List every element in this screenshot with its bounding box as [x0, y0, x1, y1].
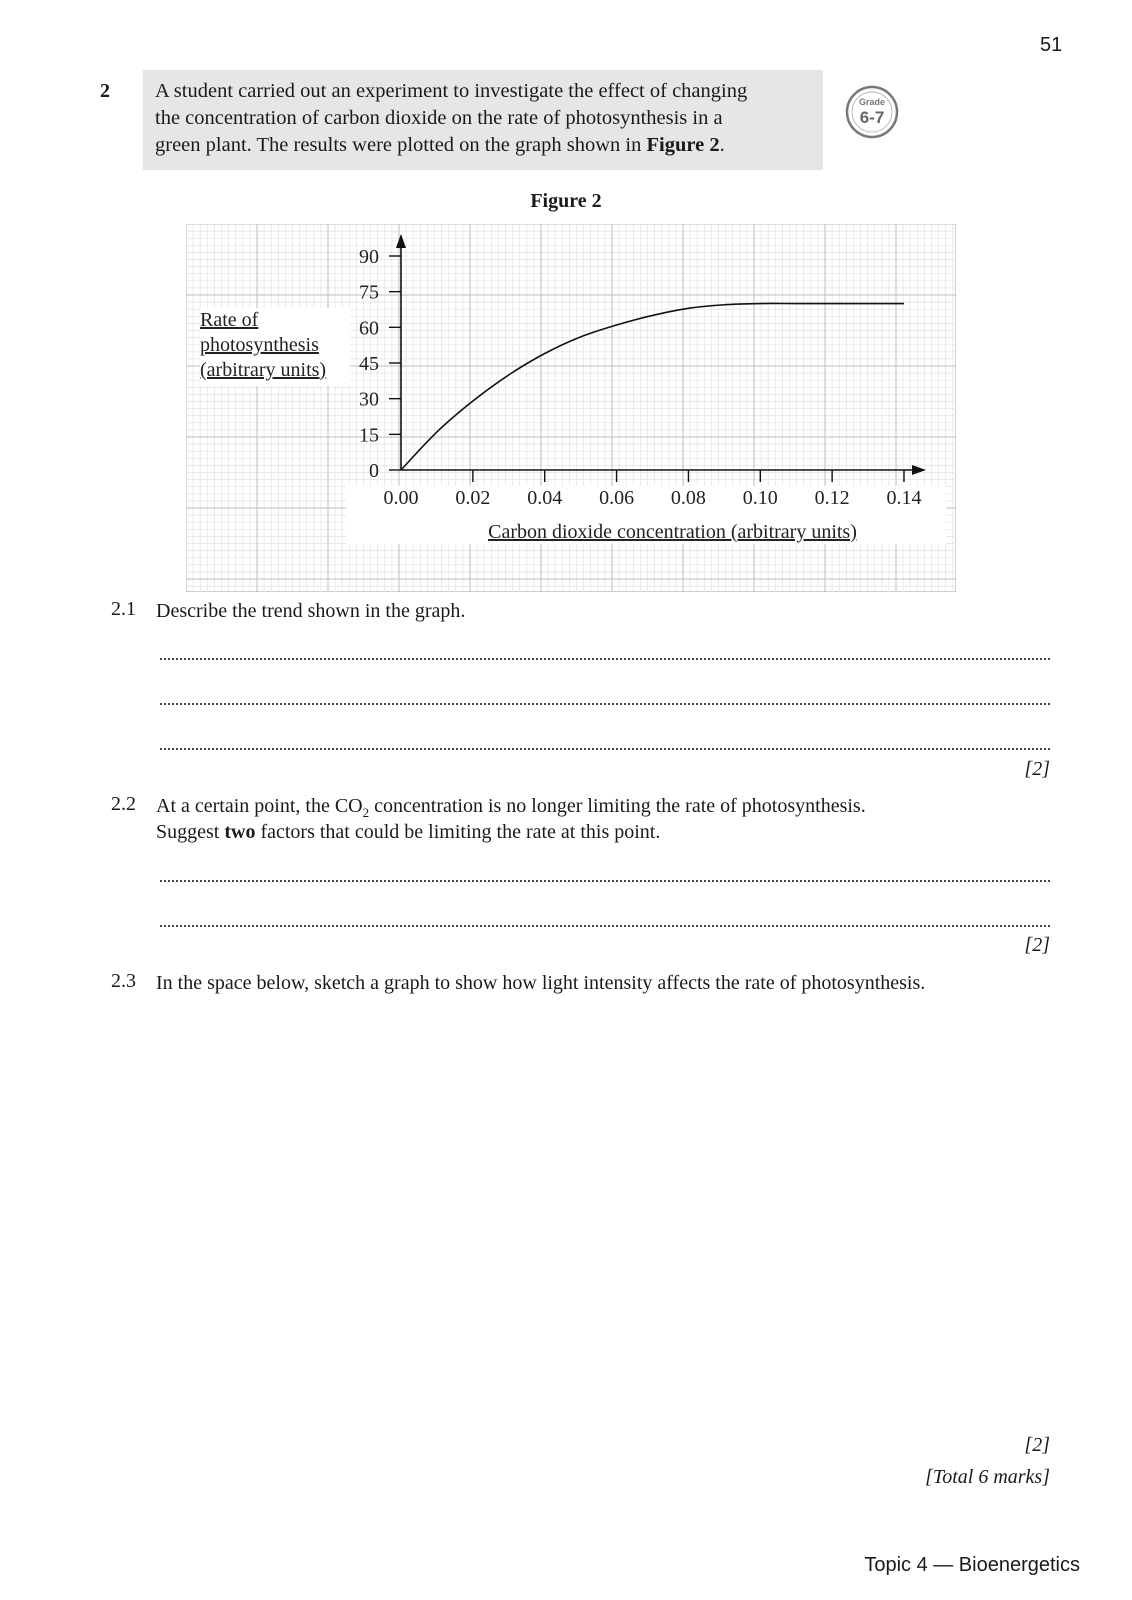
part-2-3-text: In the space below, sketch a graph to show how light intensity affects the rate of photosynthesis.	[156, 972, 926, 994]
y-tick-label: 0	[369, 460, 379, 482]
y-tick-label: 45	[359, 353, 379, 375]
part-2-2-prefix: Suggest	[156, 821, 225, 843]
part-2-1-marks: [2]	[1024, 758, 1050, 780]
part-2-2-number: 2.2	[111, 793, 136, 815]
figure-2-chart	[186, 224, 956, 592]
part-2-1-number: 2.1	[111, 598, 136, 620]
y-axis-label-line: Rate of	[200, 309, 259, 331]
y-tick-label: 15	[359, 424, 379, 447]
part-2-2-bold: two	[224, 821, 256, 843]
x-axis-label: Carbon dioxide concentration (arbitrary units)	[488, 521, 857, 543]
grade-badge-icon	[844, 84, 900, 140]
question-intro-box	[143, 70, 823, 170]
grade-badge-value: 6-7	[859, 108, 885, 127]
x-tick-label: 0.08	[670, 487, 706, 509]
page-number: 51	[1040, 34, 1063, 56]
answer-line-2-2-a[interactable]	[160, 880, 1050, 882]
intro-line-3-prefix: green plant. The results were plotted on the graph shown in	[155, 134, 647, 156]
intro-line-1: A student carried out an experiment to investigate the effect of changing	[155, 80, 748, 102]
x-tick-label: 0.02	[455, 487, 491, 509]
x-tick-label: 0.06	[599, 487, 635, 509]
question-number: 2	[100, 80, 110, 102]
x-tick-label: 0.12	[814, 487, 850, 509]
answer-line-2-1-c[interactable]	[160, 748, 1050, 750]
part-2-3-number: 2.3	[111, 970, 136, 992]
y-axis-label-line: (arbitrary units)	[200, 359, 327, 381]
y-tick-label: 90	[359, 246, 379, 268]
co2-subscript: 2	[362, 805, 370, 820]
part-2-3-marks: [2]	[1024, 1434, 1050, 1456]
part-2-2-line-2	[156, 819, 660, 845]
y-tick-label: 30	[359, 388, 379, 411]
part-2-2-text-a: At a certain point, the CO	[156, 795, 363, 817]
intro-line-2: the concentration of carbon dioxide on the rate of photosynthesis in a	[155, 107, 723, 129]
intro-figure-ref: Figure 2	[646, 134, 720, 156]
x-tick-label: 0.10	[742, 487, 778, 509]
figure-title: Figure 2	[530, 190, 602, 212]
part-2-2-marks: [2]	[1024, 934, 1050, 956]
x-tick-label: 0.04	[527, 487, 563, 509]
y-axis-label-line: photosynthesis	[200, 334, 319, 356]
x-tick-label: 0.14	[886, 487, 922, 509]
footer-topic: Topic 4 — Bioenergetics	[864, 1554, 1080, 1576]
sketch-area[interactable]	[156, 1010, 1046, 1410]
y-tick-label: 60	[359, 317, 379, 340]
answer-line-2-1-a[interactable]	[160, 658, 1050, 660]
grade-badge-label: Grade	[858, 97, 886, 107]
answer-line-2-2-b[interactable]	[160, 925, 1050, 927]
intro-line-3	[155, 132, 811, 159]
y-tick-label: 75	[359, 281, 379, 304]
x-tick-label: 0.00	[383, 487, 419, 509]
part-2-2-suffix: factors that could be limiting the rate at this point.	[255, 821, 661, 843]
intro-line-3-suffix: .	[719, 134, 725, 156]
total-marks: [Total 6 marks]	[925, 1466, 1050, 1488]
answer-line-2-1-b[interactable]	[160, 703, 1050, 705]
part-2-1-text: Describe the trend shown in the graph.	[156, 600, 466, 622]
part-2-2-text-b: concentration is no longer limiting the rate of photosynthesis.	[369, 795, 866, 817]
